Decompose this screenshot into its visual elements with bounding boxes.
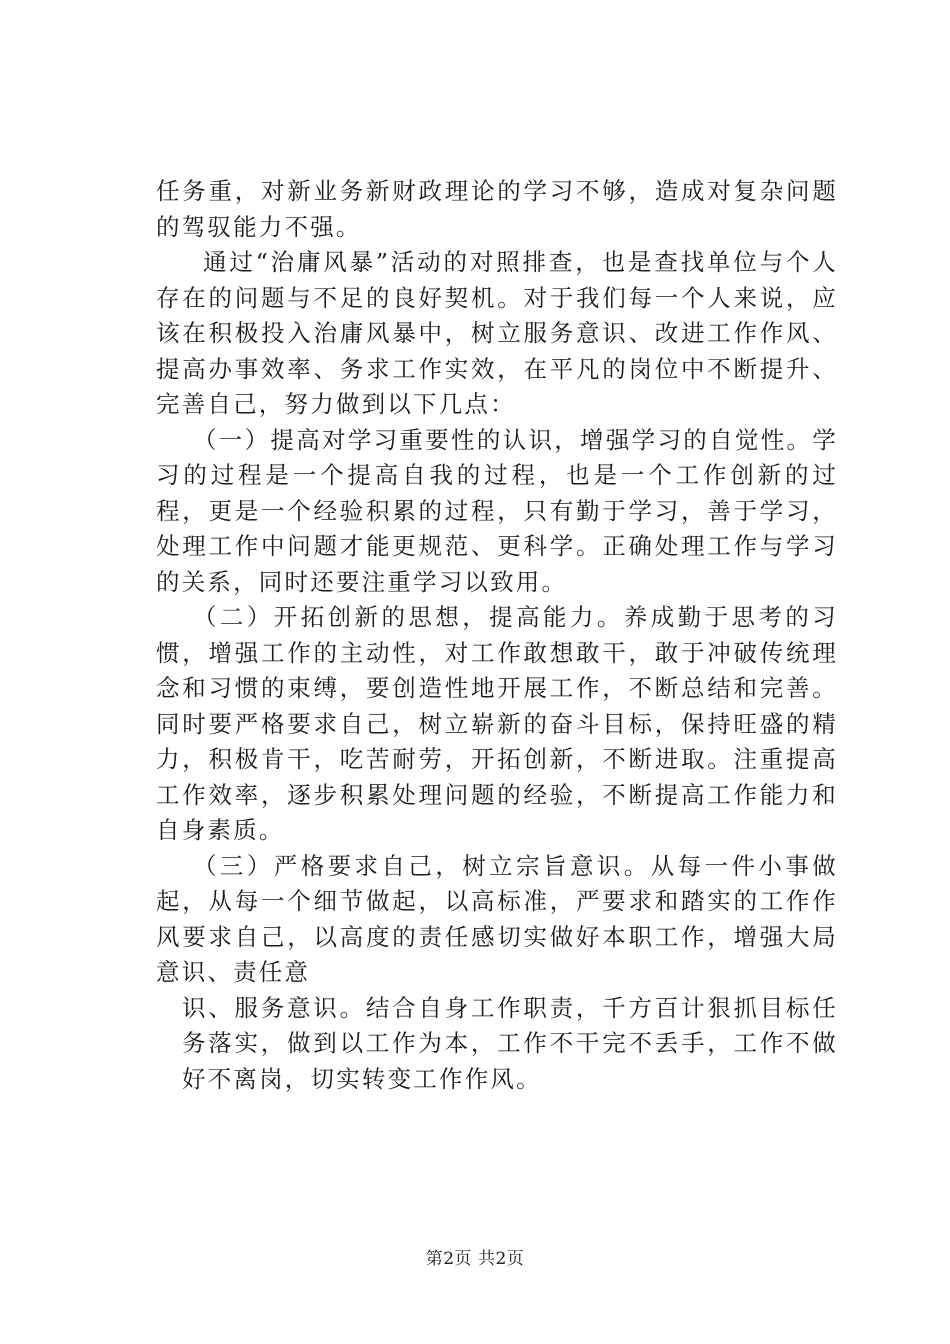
- paragraph-intro: 通过“治庸风暴”活动的对照排查，也是查找单位与个人存在的问题与不足的良好契机。对于我们每一个人来说，应该在积极投入治庸风暴中，树立服务意识、改进工作作风、提高办事效率、务求工作实效，在平凡的岗位中不断提升、完善自己，努力做到以下几点：: [156, 248, 838, 418]
- page-number-footer: 第2页 共2页: [425, 1249, 525, 1269]
- paragraph-point-2: （二）开拓创新的思想，提高能力。养成勤于思考的习惯，增强工作的主动性，对工作敢想敢干，敢于冲破传统理念和习惯的束缚，要创造性地开展工作，不断总结和完善。同时要严格要求自己，树立崭新的奋斗目标，保持旺盛的精力，积极肯干，吃苦耐劳，开拓创新，不断进取。注重提高工作效率，逐步积累处理问题的经验，不断提高工作能力和自身素质。: [156, 603, 838, 844]
- paragraph-point-1: （一）提高对学习重要性的认识，增强学习的自觉性。学习的过程是一个提高自我的过程，也是一个工作创新的过程，更是一个经验积累的过程，只有勤于学习，善于学习，处理工作中问题才能更规范、更科学。正确处理工作与学习的关系，同时还要注重学习以致用。: [156, 425, 838, 596]
- document-body: [156, 174, 838, 1097]
- paragraph-point-3-continued: 识、服务意识。结合自身工作职责，千方百计狠抓目标任务落实，做到以工作为本，工作不干完不丢手，工作不做好不离岗，切实转变工作作风。: [182, 993, 838, 1093]
- paragraph-point-3: （三）严格要求自己，树立宗旨意识。从每一件小事做起，从每一个细节做起，以高标准，严要求和踏实的工作作风要求自己，以高度的责任感切实做好本职工作，增强大局意识、责任意: [156, 851, 838, 986]
- paragraph-continuation: 任务重，对新业务新财政理论的学习不够，造成对复杂问题的驾驭能力不强。: [156, 177, 838, 241]
